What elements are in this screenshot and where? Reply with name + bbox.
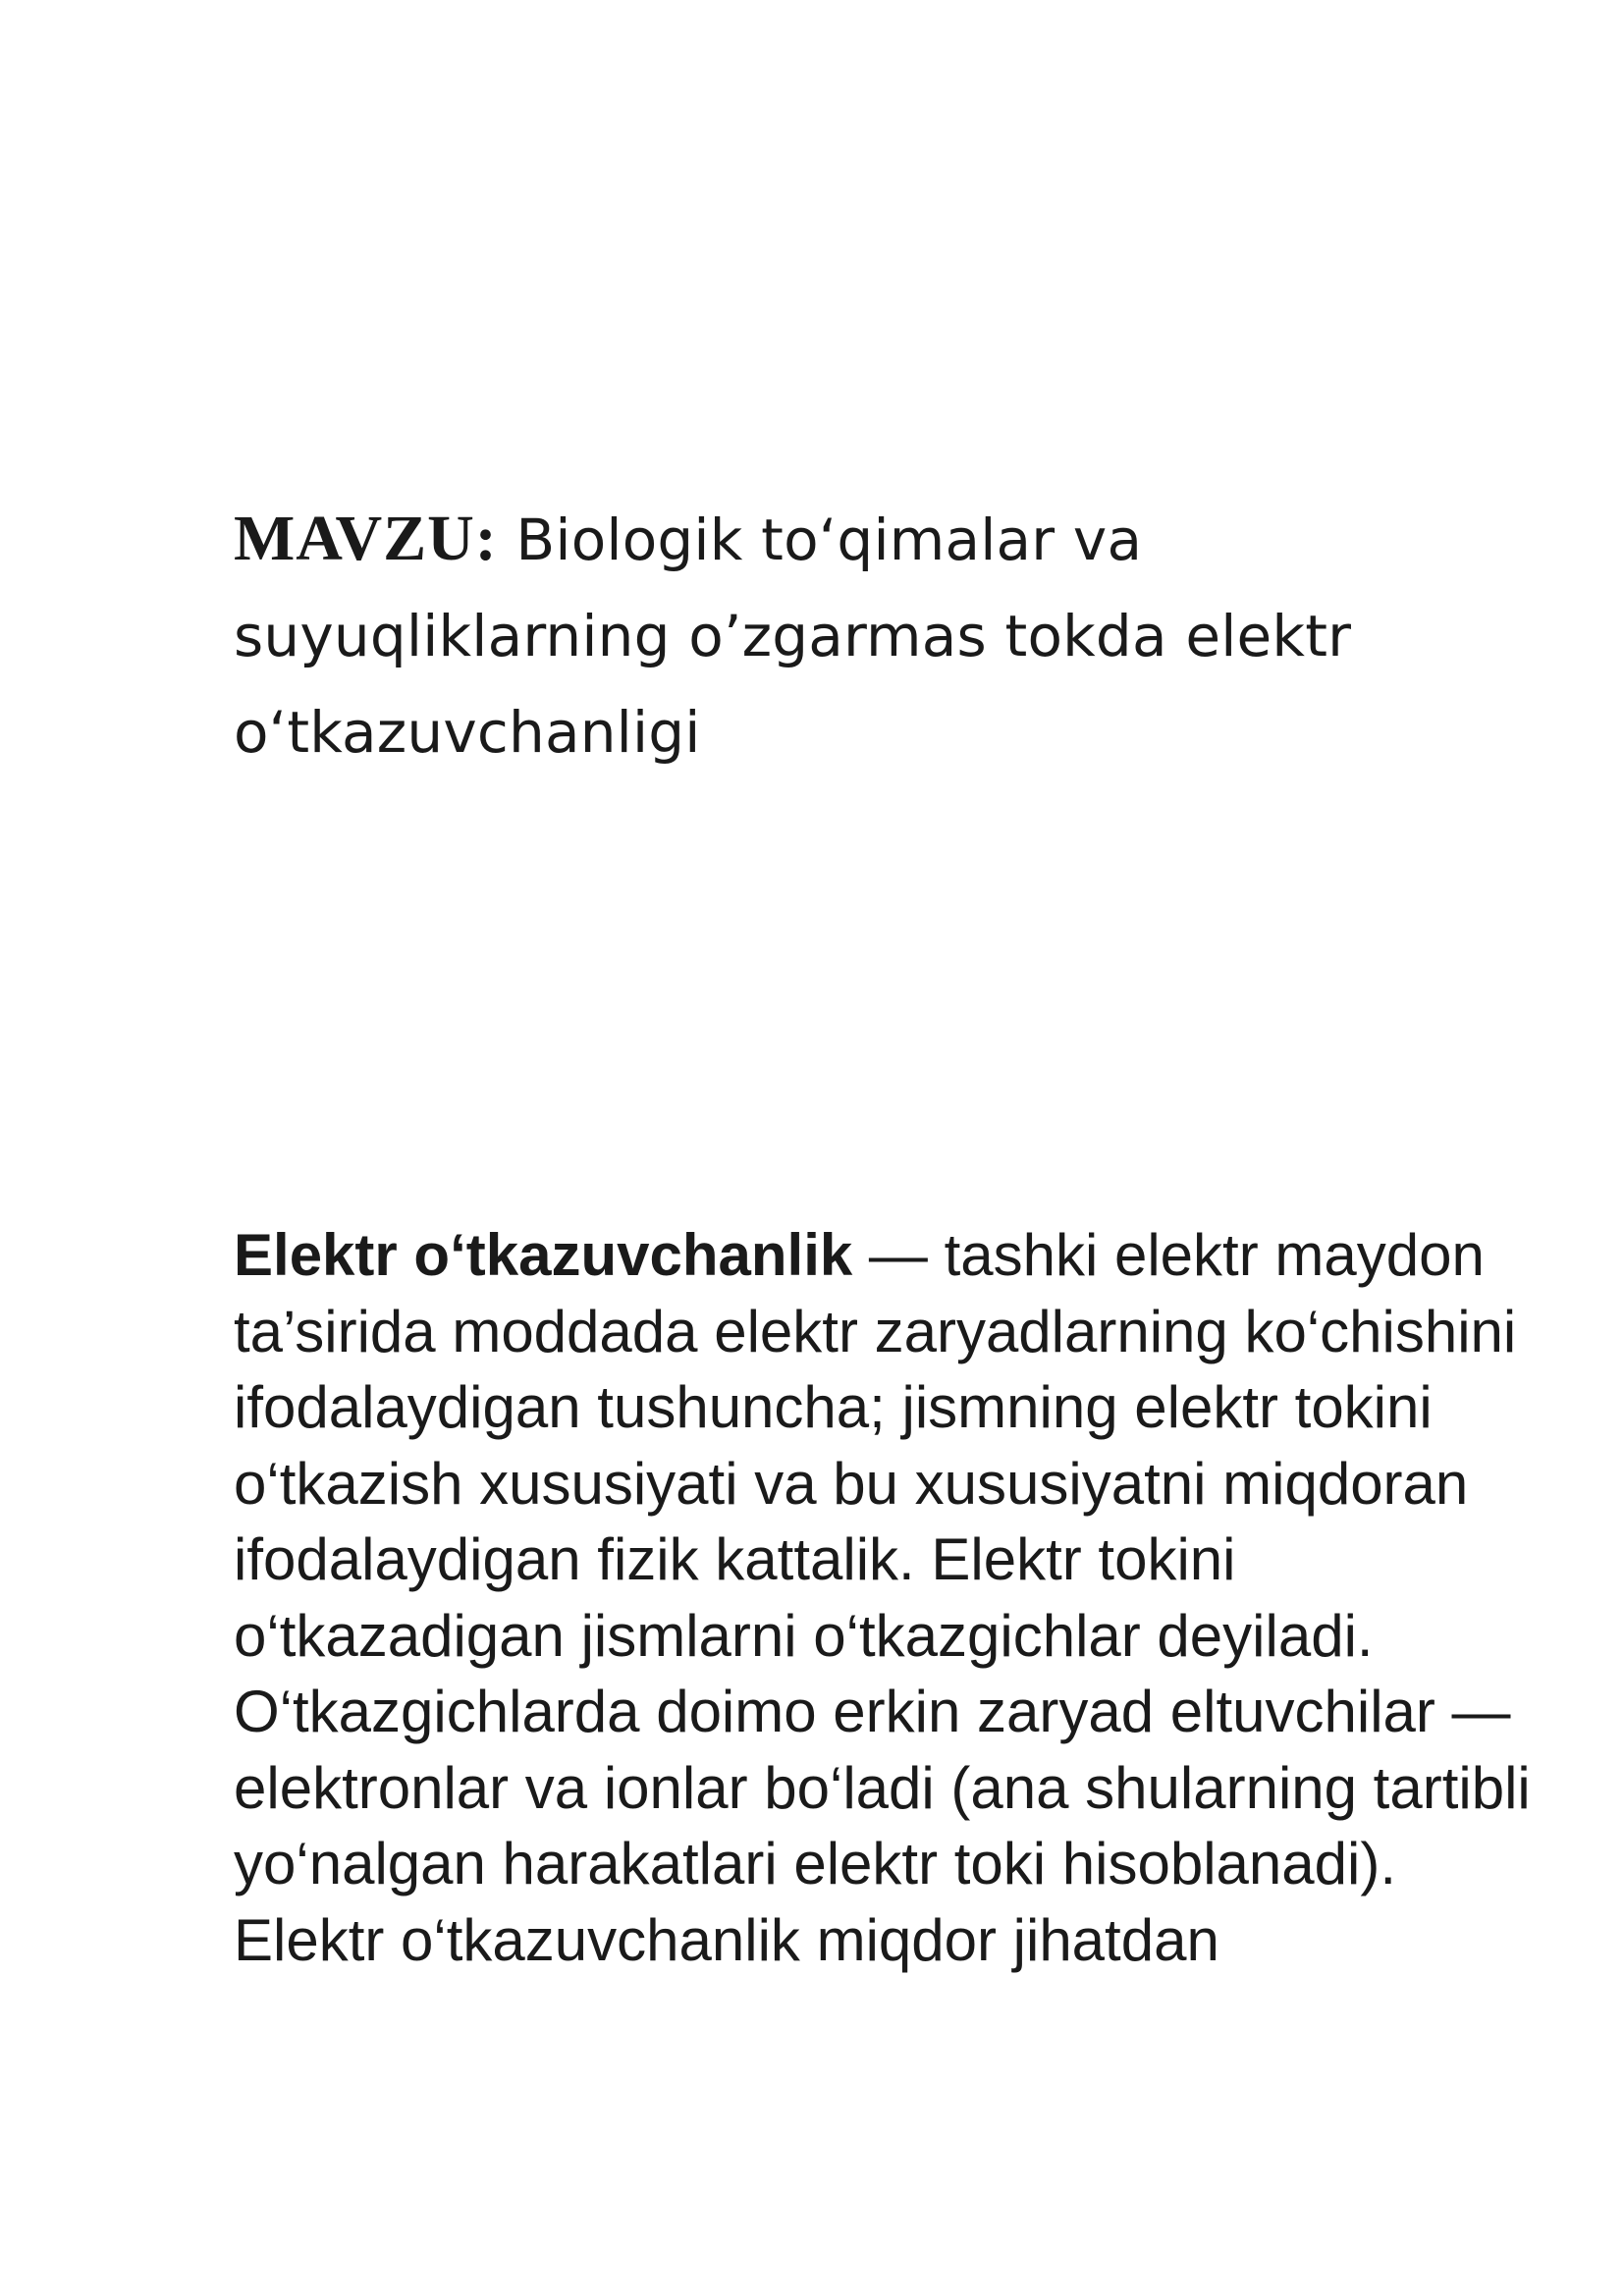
topic-heading [234,491,1451,780]
topic-label: MAVZU: [234,503,498,574]
topic-text: Biologik to‘qimalar va suyuqliklarning o’zgarmas tokda elektr o‘tkazuvchanligi [234,507,1352,766]
definition-text: — tashki elektr maydon ta’sirida moddada elektr zaryadlarning ko‘chishini ifodalaydigan tushuncha; jismning elektr tokini o‘tkazish xususiyati va bu xususiyatni miqdoran ifodalaydigan fizik kattalik. Elektr tokini o‘tkazadigan jismlarni o‘tkazgichlar deyiladi. O‘tkazgichlarda doimo erkin zaryad eltuvchilar — elektronlar va ionlar bo‘ladi (ana shularning tartibli yo‘nalgan harakatlari elektr toki hisoblanadi). Elektr o‘tkazuvchanlik miqdor jihatdan [234,1222,1531,1973]
defined-term: Elektr o‘tkazuvchanlik [234,1222,853,1288]
definition-paragraph [234,1217,1540,1978]
